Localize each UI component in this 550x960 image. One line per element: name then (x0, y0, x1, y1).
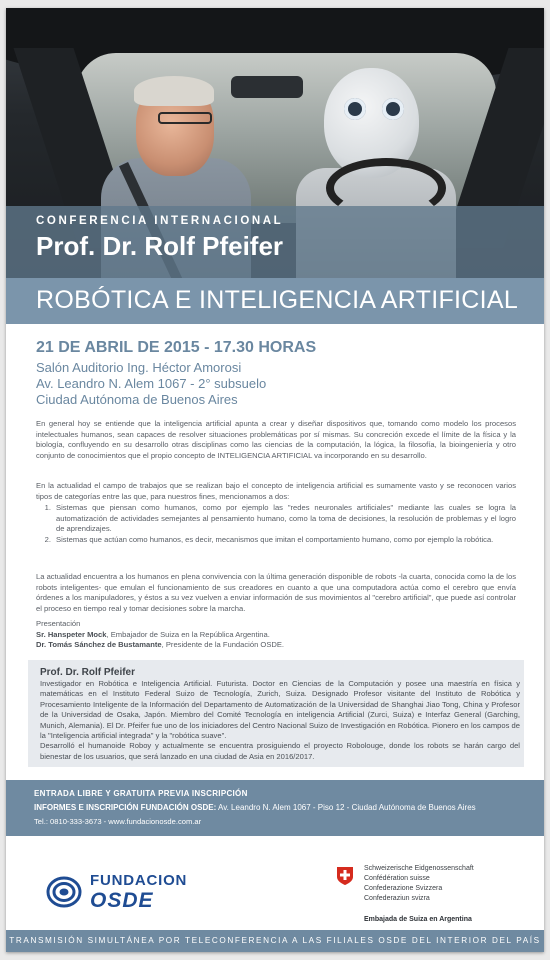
presenter-role: , Embajador de Suiza en la República Argentina. (106, 629, 270, 639)
list-number: 1. (44, 503, 51, 512)
list-item (36, 535, 516, 546)
fundacion-osde-logo (46, 872, 196, 912)
venue-line: Ciudad Autónoma de Buenos Aires (36, 392, 238, 407)
bio-text (40, 679, 520, 762)
swiss-name-line: Confédération suisse (364, 875, 430, 882)
swiss-confederation-names (364, 864, 474, 904)
osde-logo-wordmark-top: FUNDACION (90, 872, 188, 889)
presenter-role: , Presidente de la Fundación OSDE. (161, 640, 285, 650)
presentation-section (36, 619, 516, 651)
bio-title: Prof. Dr. Rolf Pfeifer (40, 667, 136, 678)
event-date: 21 DE ABRIL DE 2015 - 17.30 HORAS (36, 339, 317, 356)
rearview-mirror (231, 76, 303, 98)
list-text: Sistemas que actúan como humanos, es decir, mecanismos que imitan el comportamiento humano, como por ejemplo la robótica. (56, 534, 494, 544)
list-text: Sistemas que piensan como humanos, como por ejemplo las "redes neuronales artificiales" mediante las cuales se logra la automatización de actividades semejantes al pensamiento humano, como la toma de decisiones, la resolución de problemas y el logro de aprendizajes. (56, 503, 516, 534)
presentation-heading: Presentación (36, 619, 81, 628)
body-paragraph: La actualidad encuentra a los humanos en plena convivencia con la última generación disponible de robots -la cuarta, conocida como la de los robots inteligentes- que emulan el funcionamiento de sus creadores en cuanto a que una computadora actúa como el cerebro que envía órdenes a los manipuladores, y éstos a su vez vuelven a enviar información de sus movimientos al "cerebro artificial", que puede así controlar el proceso en tiempo real y tomar decisiones sobre la marcha. (36, 572, 516, 613)
category-list (36, 503, 516, 545)
body-paragraph: En la actualidad el campo de trabajos que se realizan bajo el concepto de inteligencia artificial es sumamente vasto y se reconocen varios tipos de categorías entre las que, para nuestros fines, mencionamos a dos: (36, 481, 516, 501)
venue-line: Av. Leandro N. Alem 1067 - 2° subsuelo (36, 376, 267, 391)
swiss-name-line: Confederazione Svizzera (364, 885, 443, 892)
robot-eye-left (344, 98, 366, 120)
event-poster (6, 8, 544, 952)
list-item (36, 503, 516, 535)
swiss-name-line: Schweizerische Eidgenossenschaft (364, 865, 474, 872)
venue-line: Salón Auditorio Ing. Héctor Amorosi (36, 360, 242, 375)
registration-info (34, 803, 476, 812)
list-number: 2. (44, 534, 51, 544)
body-paragraph: En general hoy se entiende que la inteligencia artificial apunta a crear y diseñar dispositivos que, tomando como modelo los procesos intelectuales humanos, sean capaces de resolver situaciones problemáticas por sí mismas. Su concreción excede el límite de la física y la biología, confluyendo en su desarrollo otras disciplinas como las ciencias de la computación, la lógica, la filosofía, la bioingeniería y otro conjunto de conocimientos que el propio concepto de INTELIGENCIA ARTIFICIAL va incorporando en su desarrollo. (36, 419, 516, 460)
osde-logo-wordmark-bottom: OSDE (90, 889, 154, 912)
entry-info: ENTRADA LIBRE Y GRATUITA PREVIA INSCRIPCIÓN (34, 789, 248, 798)
event-venue (36, 360, 266, 408)
footer-text: TRANSMISIÓN SIMULTÁNEA POR TELECONFERENCIA A LAS FILIALES OSDE DEL INTERIOR DEL PAÍS (9, 936, 541, 945)
presenter-line (36, 640, 516, 651)
osde-logo-icon (46, 874, 82, 910)
main-title: ROBÓTICA E INTELIGENCIA ARTIFICIAL (36, 286, 519, 314)
swiss-name-line: Confederaziun svizra (364, 895, 430, 902)
presenter-name: Sr. Hanspeter Mock (36, 629, 107, 639)
man-glasses (158, 112, 212, 124)
bio-paragraph: Desarrolló el humanoide Roboy y actualmente se encuentra prosiguiendo el proyecto Robolouge, donde los robots se harán cargo del bienestar de los usuarios, que será lanzado en una ciudad de Asia en 2016/2017. (40, 741, 520, 761)
man-hair (134, 76, 214, 106)
embassy-name: Embajada de Suiza en Argentina (364, 916, 472, 923)
registration-label: INFORMES E INSCRIPCIÓN FUNDACIÓN OSDE: (34, 803, 217, 812)
registration-address: Av. Leandro N. Alem 1067 - Piso 12 - Ciudad Autónoma de Buenos Aires (216, 803, 476, 812)
bio-paragraph: Investigador en Robótica e Inteligencia Artificial. Futurista. Doctor en Ciencias de la Computación y posee una maestría en física y matemáticas en el Instituto Federal Suizo de Tecnología, Zurich, Suiza. Designado Profesor visitante del Instituto de Robótica y Procesamiento Inteligente de la Información del Departamento de Automatización de la Universidad de Shanghai Jiao Tong, China y Profesor de la Universidad de Osaka, Japón. Miembro del Comité Tecnología en inteligencia Artificial (Zurci, Suiza) e Interfaz General (Garching, Munich, Alemania). El Dr. Pfeifer fue uno de los iniciadores del Centro Nacional Suizo de Investigación en Robótica. Pionero en los campos de la "Inteligencia artificial integrada" y la "robótica suave". (40, 679, 520, 741)
robot-eye-right (382, 98, 404, 120)
conference-label: CONFERENCIA INTERNACIONAL (36, 215, 284, 227)
speaker-name: Prof. Dr. Rolf Pfeifer (36, 231, 284, 261)
swiss-confederation-logo (336, 864, 536, 924)
presenter-name: Dr. Tomás Sánchez de Bustamante (36, 640, 162, 650)
contact-info: Tel.: 0810-333-3673 - www.fundacionosde.com.ar (34, 817, 202, 826)
swiss-shield-icon (336, 866, 354, 886)
presenter-line (36, 630, 516, 641)
